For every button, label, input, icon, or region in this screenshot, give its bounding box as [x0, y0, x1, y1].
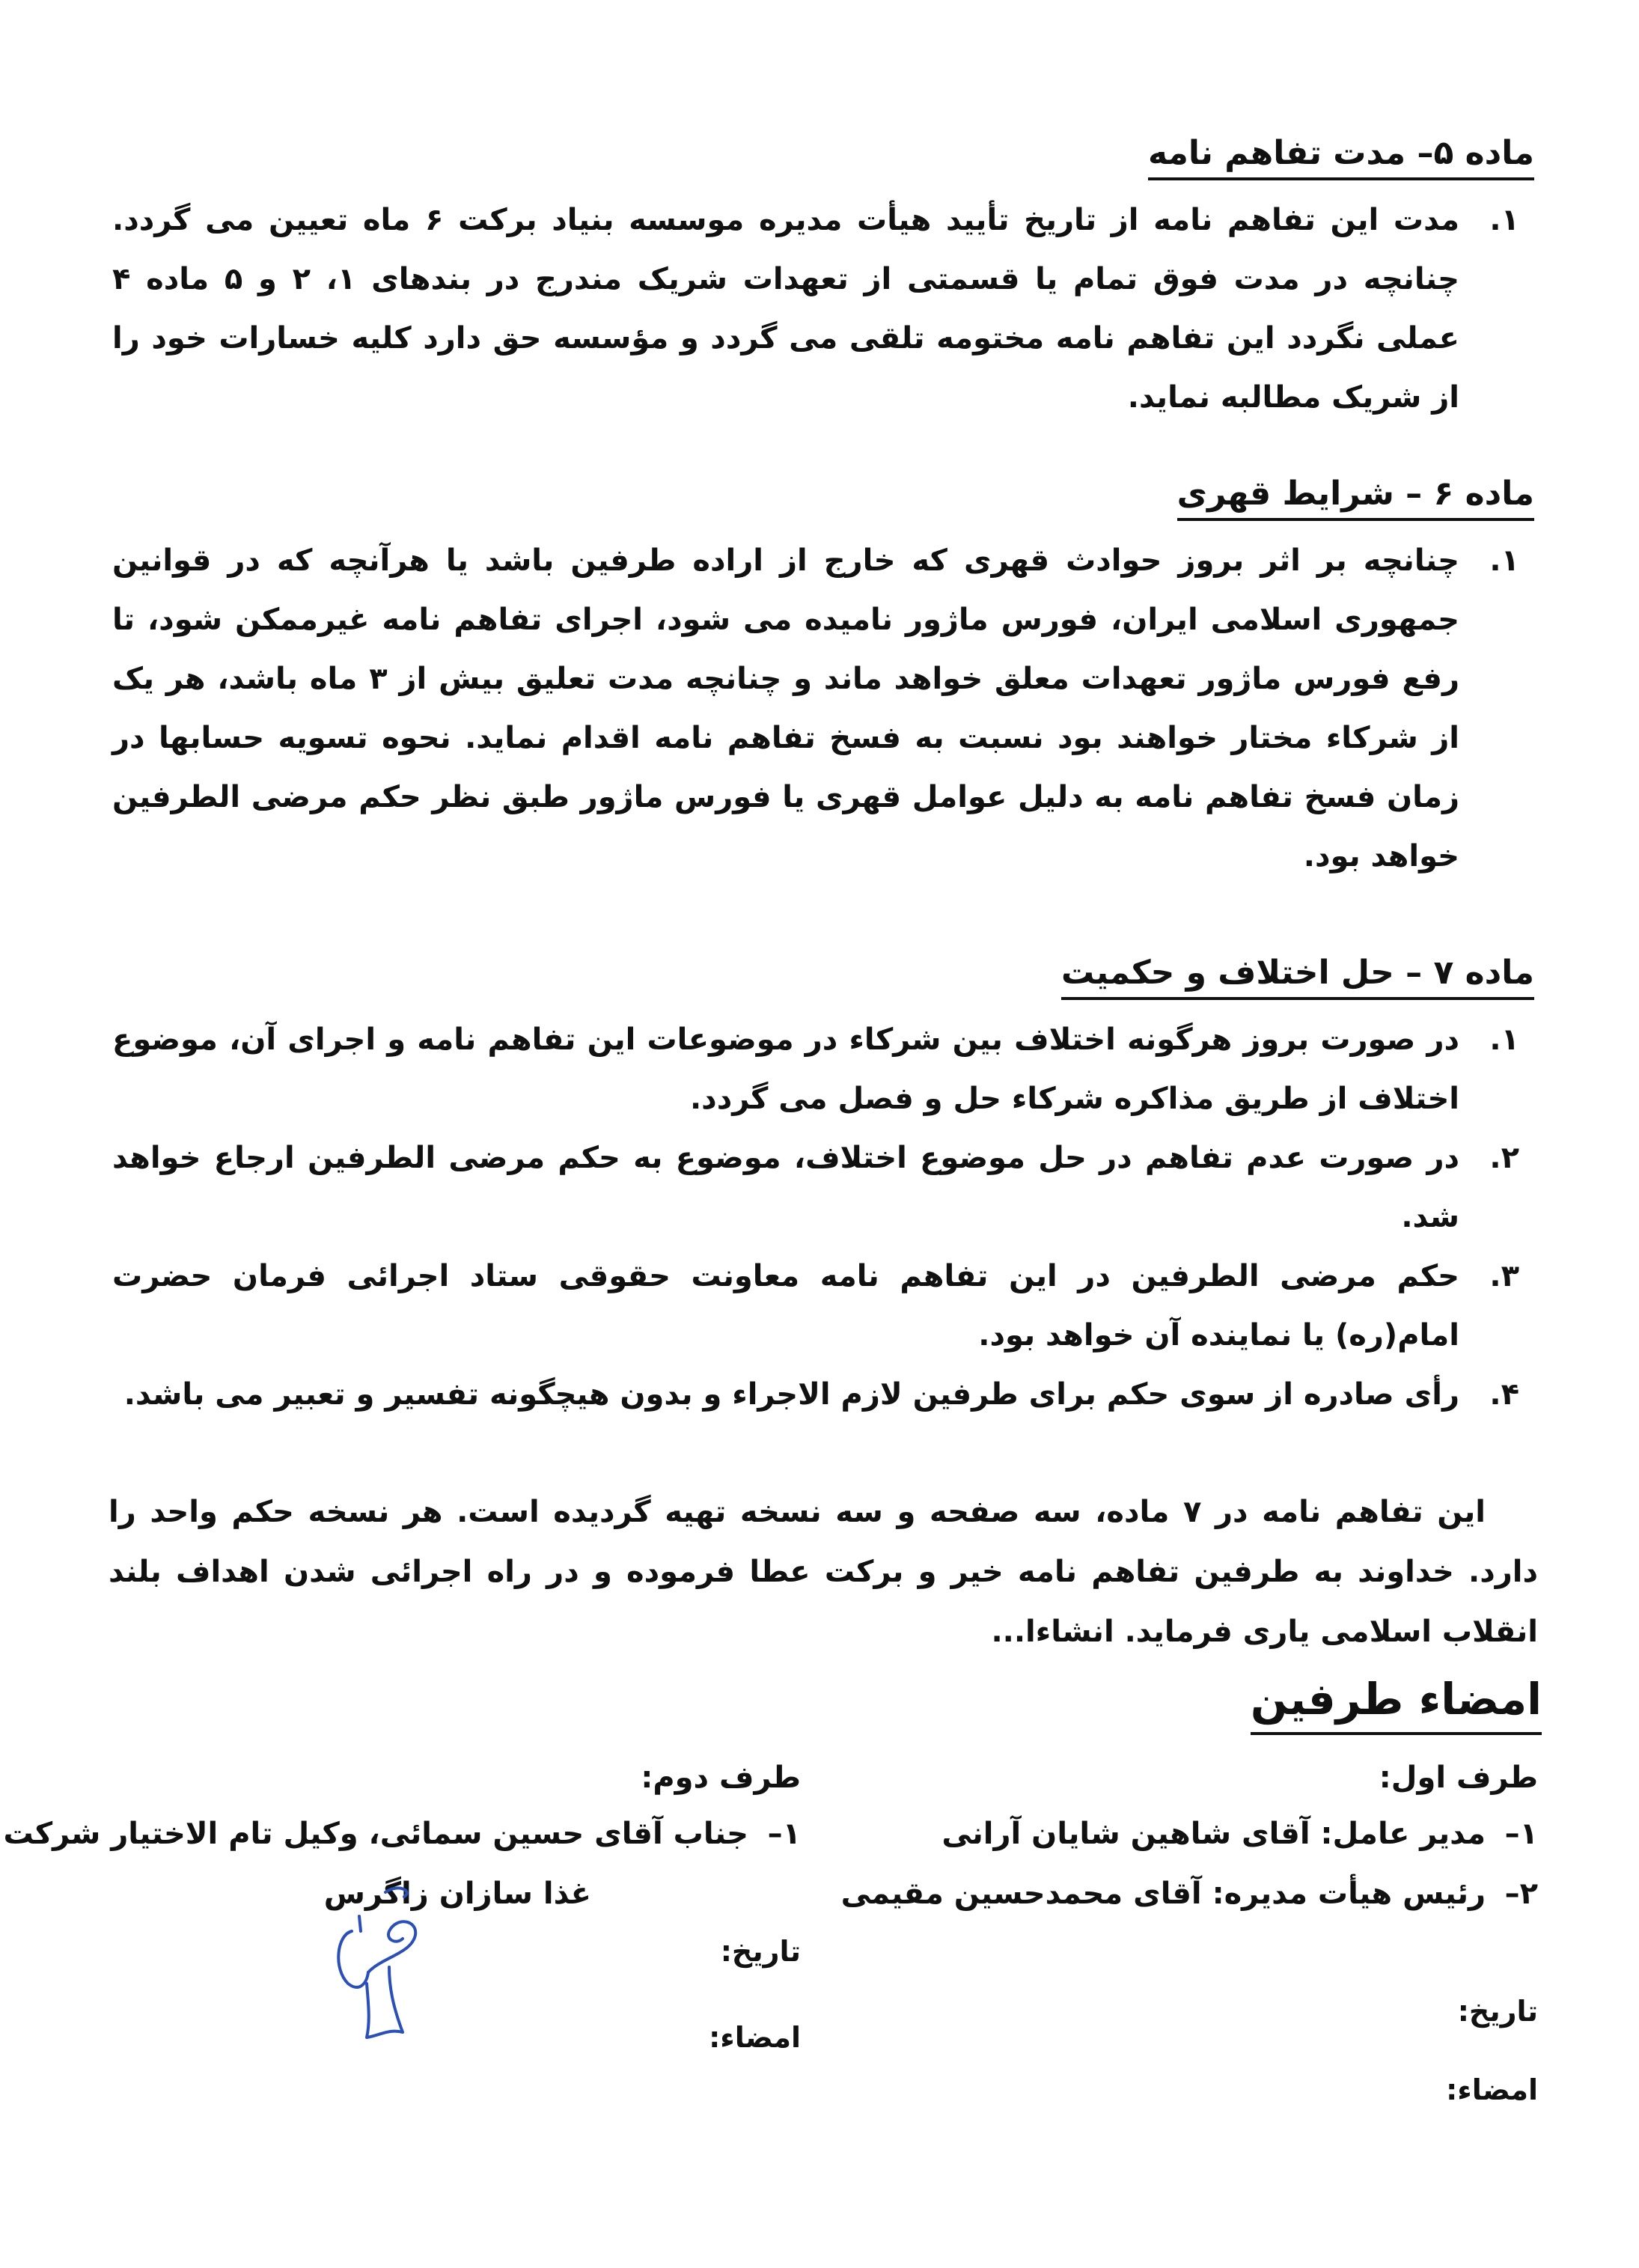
- article-5-title: ماده ۵– مدت تفاهم نامه: [1148, 131, 1534, 180]
- list-item: [112, 191, 1534, 427]
- list-item: [112, 1010, 1534, 1129]
- item-number: ۱.: [1489, 203, 1519, 237]
- article-5: [112, 131, 1534, 427]
- party-1-line-2: [790, 1864, 1538, 1924]
- party-2-line-1-number: ۱–: [767, 1817, 801, 1851]
- party-1-label: طرف اول:: [1379, 1761, 1538, 1795]
- item-number: ۱.: [1489, 1022, 1519, 1057]
- item-text: چنانچه بر اثر بروز حوادث قهری که خارج از اراده طرفین باشد یا هرآنچه که در قوانین جمهوری اسلامی ایران، فورس ماژور نامیده می شود، اجرای تفاهم نامه غیرممکن شود، تا رفع فورس ماژور تعهدات معلق خواهد ماند و چنانچه مدت تعلیق بیش از ۳ ماه باشد، هر یک از شرکاء مختار خواهند بود نسبت به فسخ تفاهم نامه اقدام نماید. نحوه تسویه حسابها در زمان فسخ تفاهم نامه به دلیل عوامل قهری یا فورس ماژور طبق نظر حکم مرضی الطرفین خواهد بود.: [112, 543, 1460, 874]
- article-6-items: [112, 531, 1534, 886]
- party-1-line-2-text: رئیس هیأت مدیره: آقای محمدحسین مقیمی: [840, 1877, 1486, 1911]
- item-number: ۴.: [1489, 1377, 1519, 1412]
- party-1-sign-label: امضاء:: [1446, 2073, 1538, 2106]
- signature-strokes: [338, 1888, 415, 2037]
- list-item: [112, 1247, 1534, 1365]
- closing-text: این تفاهم نامه در ۷ ماده، سه صفحه و سه نسخه تهیه گردیده است. هر نسخه حکم واحد را دارد. خداوند به طرفین تفاهم نامه خیر و برکت عطا فرموده و در راه اجرائی شدن اهداف بلند انقلاب اسلامی یاری فرماید. انشاءا...: [109, 1495, 1538, 1649]
- list-item: [112, 1365, 1534, 1424]
- party-2-line-1: [3, 1804, 801, 1864]
- item-number: ۲.: [1489, 1141, 1519, 1175]
- item-text: حکم مرضی الطرفین در این تفاهم نامه معاونت حقوقی ستاد اجرائی فرمان حضرت امام(ره) یا نماینده آن خواهد بود.: [112, 1259, 1459, 1353]
- party-2-line-1-continuation: غذا سازان زاگرس: [323, 1877, 591, 1911]
- article-6: [112, 472, 1534, 886]
- party-1-line-1-text: مدیر عامل: آقای شاهین شایان آرانی: [941, 1817, 1486, 1851]
- item-text: مدت این تفاهم نامه از تاریخ تأیید هیأت مدیره موسسه بنیاد برکت ۶ ماه تعیین می گردد. چنانچه در مدت فوق تمام یا قسمتی از تعهدات شریک مندرج در بندهای ۱، ۲ و ۵ ماده ۴ عملی نگردد این تفاهم نامه مختومه تلقی می گردد و مؤسسه حق دارد کلیه خسارات خود را از شریک مطالبه نماید.: [112, 203, 1460, 415]
- party-2-date-label: تاریخ:: [720, 1935, 801, 1968]
- item-text: در صورت بروز هرگونه اختلاف بین شرکاء در موضوعات این تفاهم نامه و اجرای آن، موضوع اختلاف از طریق مذاکره شرکاء حل و فصل می گردد.: [112, 1022, 1459, 1116]
- party-2-line-1-text: جناب آقای حسین سمائی، وکیل تام الاختیار شرکت: [3, 1817, 748, 1851]
- party-2-label: طرف دوم:: [641, 1761, 801, 1795]
- party-1-line-2-number: ۲–: [1504, 1877, 1538, 1911]
- signatures-title: امضاء طرفین: [1251, 1669, 1542, 1735]
- party-2-sign-label: امضاء:: [709, 2021, 801, 2054]
- handwritten-signature: [314, 1879, 442, 2051]
- party-1-line-1: [790, 1804, 1538, 1864]
- closing-paragraph: [109, 1482, 1538, 1662]
- item-number: ۳.: [1489, 1259, 1519, 1293]
- party-1: [790, 1752, 1538, 1924]
- item-number: ۱.: [1489, 543, 1519, 578]
- article-7: [112, 951, 1534, 1424]
- article-5-items: [112, 191, 1534, 427]
- list-item: [112, 1129, 1534, 1247]
- list-item: [112, 531, 1534, 886]
- party-1-date-label: تاریخ:: [1457, 1995, 1538, 2028]
- item-text: در صورت عدم تفاهم در حل موضوع اختلاف، موضوع به حکم مرضی الطرفین ارجاع خواهد شد.: [112, 1141, 1459, 1234]
- party-1-line-1-number: ۱–: [1504, 1817, 1538, 1851]
- article-7-title: ماده ۷ – حل اختلاف و حکمیت: [1061, 951, 1534, 1000]
- item-text: رأی صادره از سوی حکم برای طرفین لازم الاجراء و بدون هیچگونه تفسیر و تعبیر می باشد.: [123, 1377, 1459, 1412]
- article-7-items: [112, 1010, 1534, 1424]
- article-6-title: ماده ۶ – شرایط قهری: [1177, 472, 1534, 521]
